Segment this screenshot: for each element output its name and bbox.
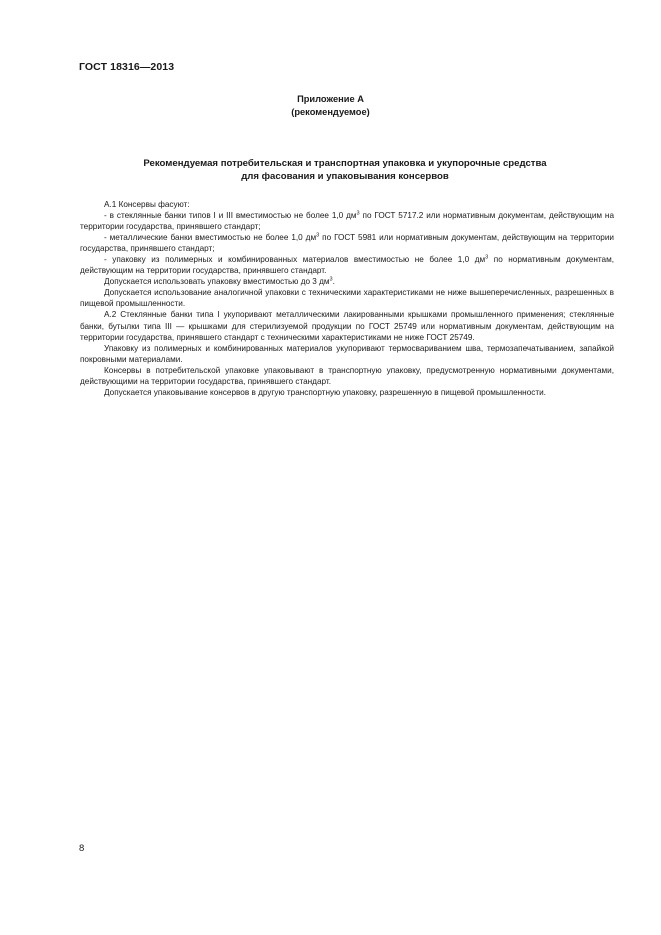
document-title-line-2: для фасования и упаковывания консервов	[241, 170, 449, 182]
paragraph-transport-packaging: Консервы в потребительской упаковке упаковывают в транспортную упаковку, предусмотренную нормативными документами, действующими на территории государства, принявшего стандарт.	[80, 365, 614, 386]
standard-code: ГОСТ 18316—2013	[79, 61, 175, 73]
appendix-heading	[0, 93, 661, 118]
document-title-line-1: Рекомендуемая потребительская и транспортная упаковка и укупорочные средства	[143, 158, 547, 169]
paragraph-capacity-allowance: Допускается использовать упаковку вместимостью до 3 $дм^3$.	[104, 276, 335, 287]
paragraph-analogous-packaging: Допускается использование аналогичной упаковки с техническими характеристиками не ниже вышеперечисленных, разрешенных в пищевой промышленности.	[80, 288, 614, 309]
list-item-metal-cans: - металлические банки вместимостью не более 1,0 $дм^3$ по ГОСТ 5981 или нормативным документам, действующим на территории государства, принявшего стандарт;	[80, 232, 614, 254]
paragraph-other-transport: Допускается упаковывание консервов в другую транспортную упаковку, разрешенную в пищевой промышленности.	[104, 387, 546, 397]
appendix-title: Приложение А	[297, 94, 364, 104]
list-item-polymer-packaging: - упаковку из полимерных и комбинированных материалов вместимостью не более 1,0 $дм^3$ по нормативным документам, действующим на территории государства, принявшего стандарт.	[80, 254, 614, 276]
paragraph-a2-closures: А.2 Стеклянные банки типа I укупоривают металлическими лакированными крышками промышленного применения; стеклянные банки, бутылки типа III — крышками для стерилизуемой продукции по ГОСТ 25749 или нормативным документам, действующим на территории государства, принявшего стандарт с техническими характеристиками не ниже ГОСТ 25749.	[80, 310, 614, 342]
paragraph-a1-intro: А.1 Консервы фасуют:	[104, 200, 190, 209]
document-body	[80, 199, 614, 398]
paragraph-polymer-sealing: Упаковку из полимерных и комбинированных материалов укупоривают термосвариванием шва, термозапечатыванием, запайкой покровными материалами.	[80, 343, 614, 364]
document-title	[80, 158, 610, 183]
appendix-status: (рекомендуемое)	[291, 106, 370, 117]
page-number: 8	[79, 843, 85, 854]
list-item-glass-jars: - в стеклянные банки типов I и III вместимостью не более 1,0 $дм^3$ по ГОСТ 5717.2 или нормативным документам, действующим на территории государства, принявшего стандарт;	[80, 210, 614, 232]
